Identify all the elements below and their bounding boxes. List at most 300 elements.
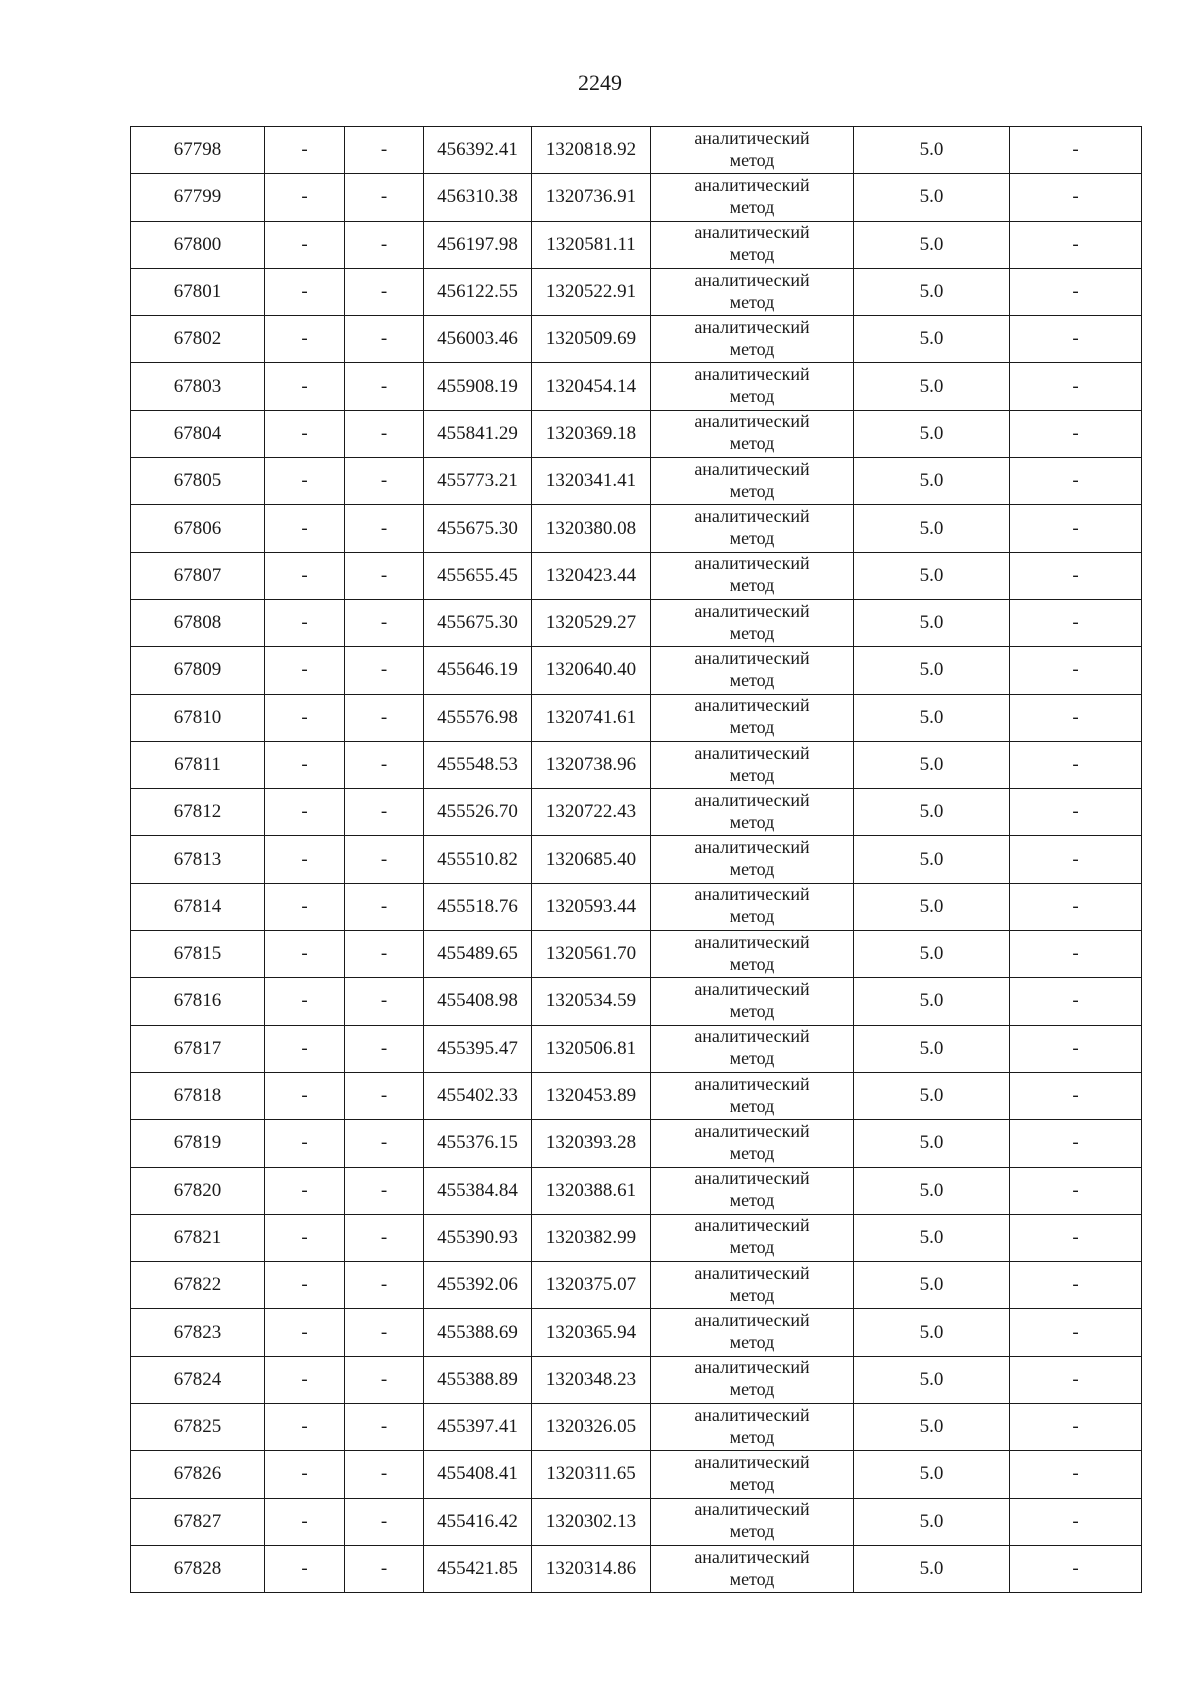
empty-col8-cell: -	[1010, 1167, 1142, 1214]
table-row	[131, 1120, 1142, 1167]
empty-col3-cell: -	[345, 694, 424, 741]
y-coordinate-cell: 1320311.65	[532, 1451, 651, 1498]
point-id-cell: 67806	[131, 505, 265, 552]
accuracy-cell: 5.0	[854, 599, 1010, 646]
method-line-2: метод	[729, 480, 775, 501]
point-id-cell: 67816	[131, 978, 265, 1025]
y-coordinate-cell: 1320382.99	[532, 1214, 651, 1261]
empty-col8-cell: -	[1010, 1451, 1142, 1498]
x-coordinate-cell: 455416.42	[424, 1498, 532, 1545]
table-row	[131, 741, 1142, 788]
table-row	[131, 1404, 1142, 1451]
y-coordinate-cell: 1320454.14	[532, 363, 651, 410]
empty-col8-cell: -	[1010, 174, 1142, 221]
point-id-cell: 67828	[131, 1545, 265, 1592]
method-line-2: метод	[729, 1000, 775, 1021]
page-number: 2249	[578, 70, 622, 95]
table-row	[131, 316, 1142, 363]
y-coordinate-cell: 1320348.23	[532, 1356, 651, 1403]
table-body	[131, 127, 1142, 1593]
empty-col8-cell: -	[1010, 363, 1142, 410]
table-row	[131, 552, 1142, 599]
empty-col3-cell: -	[345, 552, 424, 599]
table-row	[131, 268, 1142, 315]
method-line-1: аналитический	[694, 647, 810, 668]
table-row	[131, 174, 1142, 221]
y-coordinate-cell: 1320314.86	[532, 1545, 651, 1592]
table-row	[131, 363, 1142, 410]
x-coordinate-cell: 455548.53	[424, 741, 532, 788]
table-row	[131, 883, 1142, 930]
method-line-2: метод	[729, 528, 775, 549]
point-id-cell: 67822	[131, 1262, 265, 1309]
empty-col8-cell: -	[1010, 316, 1142, 363]
empty-col3-cell: -	[345, 1072, 424, 1119]
empty-col2-cell: -	[265, 978, 345, 1025]
x-coordinate-cell: 455655.45	[424, 552, 532, 599]
empty-col2-cell: -	[265, 647, 345, 694]
method-line-1: аналитический	[694, 1499, 810, 1520]
accuracy-cell: 5.0	[854, 1451, 1010, 1498]
x-coordinate-cell: 455576.98	[424, 694, 532, 741]
empty-col2-cell: -	[265, 316, 345, 363]
accuracy-cell: 5.0	[854, 931, 1010, 978]
table-row	[131, 599, 1142, 646]
empty-col3-cell: -	[345, 883, 424, 930]
method-cell	[651, 410, 854, 457]
empty-col2-cell: -	[265, 458, 345, 505]
method-line-1: аналитический	[694, 222, 810, 243]
empty-col3-cell: -	[345, 1309, 424, 1356]
method-line-1: аналитический	[694, 411, 810, 432]
y-coordinate-cell: 1320380.08	[532, 505, 651, 552]
point-id-cell: 67808	[131, 599, 265, 646]
method-line-2: метод	[729, 764, 775, 785]
coordinates-table	[130, 126, 1142, 1593]
y-coordinate-cell: 1320685.40	[532, 836, 651, 883]
x-coordinate-cell: 455908.19	[424, 363, 532, 410]
method-line-2: метод	[729, 717, 775, 738]
method-line-1: аналитический	[694, 269, 810, 290]
x-coordinate-cell: 455392.06	[424, 1262, 532, 1309]
x-coordinate-cell: 455390.93	[424, 1214, 532, 1261]
method-line-2: метод	[729, 1426, 775, 1447]
point-id-cell: 67820	[131, 1167, 265, 1214]
empty-col8-cell: -	[1010, 1214, 1142, 1261]
x-coordinate-cell: 455421.85	[424, 1545, 532, 1592]
accuracy-cell: 5.0	[854, 1498, 1010, 1545]
point-id-cell: 67811	[131, 741, 265, 788]
point-id-cell: 67801	[131, 268, 265, 315]
y-coordinate-cell: 1320341.41	[532, 458, 651, 505]
method-line-2: метод	[729, 1379, 775, 1400]
empty-col2-cell: -	[265, 221, 345, 268]
y-coordinate-cell: 1320741.61	[532, 694, 651, 741]
empty-col3-cell: -	[345, 1120, 424, 1167]
y-coordinate-cell: 1320818.92	[532, 127, 651, 174]
method-cell	[651, 1262, 854, 1309]
empty-col8-cell: -	[1010, 1498, 1142, 1545]
table-row	[131, 458, 1142, 505]
empty-col2-cell: -	[265, 599, 345, 646]
empty-col3-cell: -	[345, 268, 424, 315]
x-coordinate-cell: 456197.98	[424, 221, 532, 268]
empty-col3-cell: -	[345, 1451, 424, 1498]
point-id-cell: 67813	[131, 836, 265, 883]
method-line-1: аналитический	[694, 837, 810, 858]
y-coordinate-cell: 1320375.07	[532, 1262, 651, 1309]
empty-col2-cell: -	[265, 174, 345, 221]
empty-col2-cell: -	[265, 1545, 345, 1592]
method-cell	[651, 1120, 854, 1167]
empty-col2-cell: -	[265, 410, 345, 457]
point-id-cell: 67814	[131, 883, 265, 930]
x-coordinate-cell: 455388.69	[424, 1309, 532, 1356]
empty-col3-cell: -	[345, 458, 424, 505]
x-coordinate-cell: 455773.21	[424, 458, 532, 505]
point-id-cell: 67825	[131, 1404, 265, 1451]
empty-col3-cell: -	[345, 599, 424, 646]
method-line-1: аналитический	[694, 316, 810, 337]
y-coordinate-cell: 1320522.91	[532, 268, 651, 315]
method-line-2: метод	[729, 1190, 775, 1211]
empty-col2-cell: -	[265, 741, 345, 788]
method-cell	[651, 1214, 854, 1261]
method-line-1: аналитический	[694, 1026, 810, 1047]
empty-col2-cell: -	[265, 552, 345, 599]
method-line-1: аналитический	[694, 884, 810, 905]
empty-col3-cell: -	[345, 127, 424, 174]
method-cell	[651, 363, 854, 410]
accuracy-cell: 5.0	[854, 883, 1010, 930]
x-coordinate-cell: 456122.55	[424, 268, 532, 315]
point-id-cell: 67805	[131, 458, 265, 505]
empty-col2-cell: -	[265, 1214, 345, 1261]
empty-col3-cell: -	[345, 1167, 424, 1214]
method-cell	[651, 1167, 854, 1214]
method-line-1: аналитический	[694, 742, 810, 763]
accuracy-cell: 5.0	[854, 127, 1010, 174]
accuracy-cell: 5.0	[854, 316, 1010, 363]
table-row	[131, 1262, 1142, 1309]
point-id-cell: 67815	[131, 931, 265, 978]
empty-col2-cell: -	[265, 1356, 345, 1403]
y-coordinate-cell: 1320509.69	[532, 316, 651, 363]
empty-col8-cell: -	[1010, 268, 1142, 315]
empty-col8-cell: -	[1010, 127, 1142, 174]
empty-col3-cell: -	[345, 1404, 424, 1451]
table-row	[131, 505, 1142, 552]
empty-col3-cell: -	[345, 1025, 424, 1072]
x-coordinate-cell: 455376.15	[424, 1120, 532, 1167]
accuracy-cell: 5.0	[854, 1167, 1010, 1214]
point-id-cell: 67798	[131, 127, 265, 174]
point-id-cell: 67823	[131, 1309, 265, 1356]
empty-col2-cell: -	[265, 1120, 345, 1167]
accuracy-cell: 5.0	[854, 363, 1010, 410]
point-id-cell: 67821	[131, 1214, 265, 1261]
table-row	[131, 694, 1142, 741]
empty-col2-cell: -	[265, 1498, 345, 1545]
method-cell	[651, 268, 854, 315]
method-cell	[651, 1404, 854, 1451]
accuracy-cell: 5.0	[854, 1356, 1010, 1403]
method-line-1: аналитический	[694, 174, 810, 195]
empty-col8-cell: -	[1010, 1404, 1142, 1451]
method-line-2: метод	[729, 1568, 775, 1589]
method-line-1: аналитический	[694, 506, 810, 527]
y-coordinate-cell: 1320581.11	[532, 221, 651, 268]
empty-col8-cell: -	[1010, 505, 1142, 552]
x-coordinate-cell: 455526.70	[424, 789, 532, 836]
method-line-2: метод	[729, 196, 775, 217]
x-coordinate-cell: 455397.41	[424, 1404, 532, 1451]
empty-col8-cell: -	[1010, 1025, 1142, 1072]
accuracy-cell: 5.0	[854, 268, 1010, 315]
point-id-cell: 67807	[131, 552, 265, 599]
method-line-2: метод	[729, 1521, 775, 1542]
table-row	[131, 931, 1142, 978]
accuracy-cell: 5.0	[854, 1545, 1010, 1592]
table-row	[131, 1545, 1142, 1592]
method-line-1: аналитический	[694, 600, 810, 621]
y-coordinate-cell: 1320453.89	[532, 1072, 651, 1119]
method-cell	[651, 174, 854, 221]
method-line-2: метод	[729, 906, 775, 927]
y-coordinate-cell: 1320736.91	[532, 174, 651, 221]
accuracy-cell: 5.0	[854, 1025, 1010, 1072]
method-line-1: аналитический	[694, 1310, 810, 1331]
table-row	[131, 1451, 1142, 1498]
point-id-cell: 67817	[131, 1025, 265, 1072]
method-line-2: метод	[729, 1142, 775, 1163]
empty-col2-cell: -	[265, 836, 345, 883]
empty-col3-cell: -	[345, 1214, 424, 1261]
method-line-1: аналитический	[694, 1262, 810, 1283]
y-coordinate-cell: 1320369.18	[532, 410, 651, 457]
empty-col2-cell: -	[265, 931, 345, 978]
y-coordinate-cell: 1320302.13	[532, 1498, 651, 1545]
method-cell	[651, 836, 854, 883]
method-line-1: аналитический	[694, 127, 810, 148]
y-coordinate-cell: 1320423.44	[532, 552, 651, 599]
method-cell	[651, 1072, 854, 1119]
empty-col8-cell: -	[1010, 458, 1142, 505]
table-row	[131, 1498, 1142, 1545]
method-cell	[651, 127, 854, 174]
x-coordinate-cell: 455675.30	[424, 599, 532, 646]
table-row	[131, 1025, 1142, 1072]
accuracy-cell: 5.0	[854, 1404, 1010, 1451]
method-line-2: метод	[729, 953, 775, 974]
x-coordinate-cell: 455395.47	[424, 1025, 532, 1072]
empty-col8-cell: -	[1010, 883, 1142, 930]
accuracy-cell: 5.0	[854, 1214, 1010, 1261]
empty-col8-cell: -	[1010, 410, 1142, 457]
point-id-cell: 67802	[131, 316, 265, 363]
method-line-1: аналитический	[694, 1357, 810, 1378]
empty-col8-cell: -	[1010, 552, 1142, 599]
method-line-2: метод	[729, 149, 775, 170]
point-id-cell: 67818	[131, 1072, 265, 1119]
method-line-2: метод	[729, 575, 775, 596]
method-line-1: аналитический	[694, 1168, 810, 1189]
method-cell	[651, 505, 854, 552]
empty-col3-cell: -	[345, 174, 424, 221]
accuracy-cell: 5.0	[854, 694, 1010, 741]
y-coordinate-cell: 1320534.59	[532, 978, 651, 1025]
empty-col2-cell: -	[265, 1451, 345, 1498]
empty-col8-cell: -	[1010, 1262, 1142, 1309]
table-row	[131, 1072, 1142, 1119]
method-line-2: метод	[729, 669, 775, 690]
x-coordinate-cell: 456310.38	[424, 174, 532, 221]
method-line-2: метод	[729, 1237, 775, 1258]
method-line-2: метод	[729, 1048, 775, 1069]
method-line-1: аналитический	[694, 789, 810, 810]
method-cell	[651, 1309, 854, 1356]
y-coordinate-cell: 1320326.05	[532, 1404, 651, 1451]
accuracy-cell: 5.0	[854, 1262, 1010, 1309]
point-id-cell: 67827	[131, 1498, 265, 1545]
accuracy-cell: 5.0	[854, 221, 1010, 268]
empty-col8-cell: -	[1010, 836, 1142, 883]
point-id-cell: 67812	[131, 789, 265, 836]
point-id-cell: 67804	[131, 410, 265, 457]
method-cell	[651, 789, 854, 836]
accuracy-cell: 5.0	[854, 789, 1010, 836]
y-coordinate-cell: 1320388.61	[532, 1167, 651, 1214]
method-cell	[651, 883, 854, 930]
x-coordinate-cell: 455384.84	[424, 1167, 532, 1214]
method-cell	[651, 1451, 854, 1498]
empty-col8-cell: -	[1010, 599, 1142, 646]
method-line-2: метод	[729, 1473, 775, 1494]
y-coordinate-cell: 1320506.81	[532, 1025, 651, 1072]
empty-col3-cell: -	[345, 1356, 424, 1403]
empty-col8-cell: -	[1010, 741, 1142, 788]
method-cell	[651, 741, 854, 788]
accuracy-cell: 5.0	[854, 1309, 1010, 1356]
y-coordinate-cell: 1320640.40	[532, 647, 651, 694]
empty-col8-cell: -	[1010, 1309, 1142, 1356]
table-row	[131, 221, 1142, 268]
method-line-2: метод	[729, 433, 775, 454]
table-row	[131, 1214, 1142, 1261]
method-line-2: метод	[729, 622, 775, 643]
empty-col2-cell: -	[265, 1025, 345, 1072]
point-id-cell: 67803	[131, 363, 265, 410]
x-coordinate-cell: 455489.65	[424, 931, 532, 978]
x-coordinate-cell: 455408.98	[424, 978, 532, 1025]
empty-col2-cell: -	[265, 1262, 345, 1309]
table-row	[131, 1309, 1142, 1356]
y-coordinate-cell: 1320561.70	[532, 931, 651, 978]
method-line-1: аналитический	[694, 1404, 810, 1425]
empty-col3-cell: -	[345, 836, 424, 883]
table-row	[131, 410, 1142, 457]
method-line-2: метод	[729, 244, 775, 265]
empty-col3-cell: -	[345, 647, 424, 694]
x-coordinate-cell: 455408.41	[424, 1451, 532, 1498]
method-line-1: аналитический	[694, 553, 810, 574]
method-line-2: метод	[729, 1332, 775, 1353]
empty-col8-cell: -	[1010, 931, 1142, 978]
method-cell	[651, 221, 854, 268]
y-coordinate-cell: 1320593.44	[532, 883, 651, 930]
empty-col2-cell: -	[265, 1072, 345, 1119]
table-row	[131, 127, 1142, 174]
empty-col2-cell: -	[265, 363, 345, 410]
x-coordinate-cell: 455646.19	[424, 647, 532, 694]
x-coordinate-cell: 455402.33	[424, 1072, 532, 1119]
x-coordinate-cell: 456392.41	[424, 127, 532, 174]
method-line-1: аналитический	[694, 978, 810, 999]
empty-col2-cell: -	[265, 268, 345, 315]
accuracy-cell: 5.0	[854, 505, 1010, 552]
x-coordinate-cell: 455841.29	[424, 410, 532, 457]
table-row	[131, 978, 1142, 1025]
empty-col8-cell: -	[1010, 1120, 1142, 1167]
table-row	[131, 836, 1142, 883]
empty-col8-cell: -	[1010, 789, 1142, 836]
empty-col2-cell: -	[265, 883, 345, 930]
empty-col3-cell: -	[345, 789, 424, 836]
empty-col3-cell: -	[345, 741, 424, 788]
point-id-cell: 67800	[131, 221, 265, 268]
point-id-cell: 67826	[131, 1451, 265, 1498]
method-cell	[651, 552, 854, 599]
x-coordinate-cell: 455388.89	[424, 1356, 532, 1403]
point-id-cell: 67809	[131, 647, 265, 694]
y-coordinate-cell: 1320722.43	[532, 789, 651, 836]
y-coordinate-cell: 1320529.27	[532, 599, 651, 646]
method-cell	[651, 1545, 854, 1592]
x-coordinate-cell: 455510.82	[424, 836, 532, 883]
empty-col3-cell: -	[345, 931, 424, 978]
method-cell	[651, 316, 854, 363]
method-line-1: аналитический	[694, 364, 810, 385]
accuracy-cell: 5.0	[854, 1120, 1010, 1167]
accuracy-cell: 5.0	[854, 741, 1010, 788]
table-row	[131, 647, 1142, 694]
empty-col3-cell: -	[345, 363, 424, 410]
method-line-1: аналитический	[694, 458, 810, 479]
method-line-1: аналитический	[694, 1215, 810, 1236]
method-line-2: метод	[729, 386, 775, 407]
method-cell	[651, 1356, 854, 1403]
method-line-1: аналитический	[694, 931, 810, 952]
accuracy-cell: 5.0	[854, 174, 1010, 221]
table-row	[131, 1356, 1142, 1403]
table-row	[131, 1167, 1142, 1214]
method-line-2: метод	[729, 291, 775, 312]
empty-col3-cell: -	[345, 316, 424, 363]
y-coordinate-cell: 1320738.96	[532, 741, 651, 788]
empty-col2-cell: -	[265, 694, 345, 741]
method-cell	[651, 1498, 854, 1545]
accuracy-cell: 5.0	[854, 836, 1010, 883]
point-id-cell: 67824	[131, 1356, 265, 1403]
method-cell	[651, 458, 854, 505]
point-id-cell: 67810	[131, 694, 265, 741]
method-line-1: аналитический	[694, 1120, 810, 1141]
empty-col3-cell: -	[345, 978, 424, 1025]
method-cell	[651, 978, 854, 1025]
method-line-2: метод	[729, 811, 775, 832]
accuracy-cell: 5.0	[854, 552, 1010, 599]
accuracy-cell: 5.0	[854, 647, 1010, 694]
